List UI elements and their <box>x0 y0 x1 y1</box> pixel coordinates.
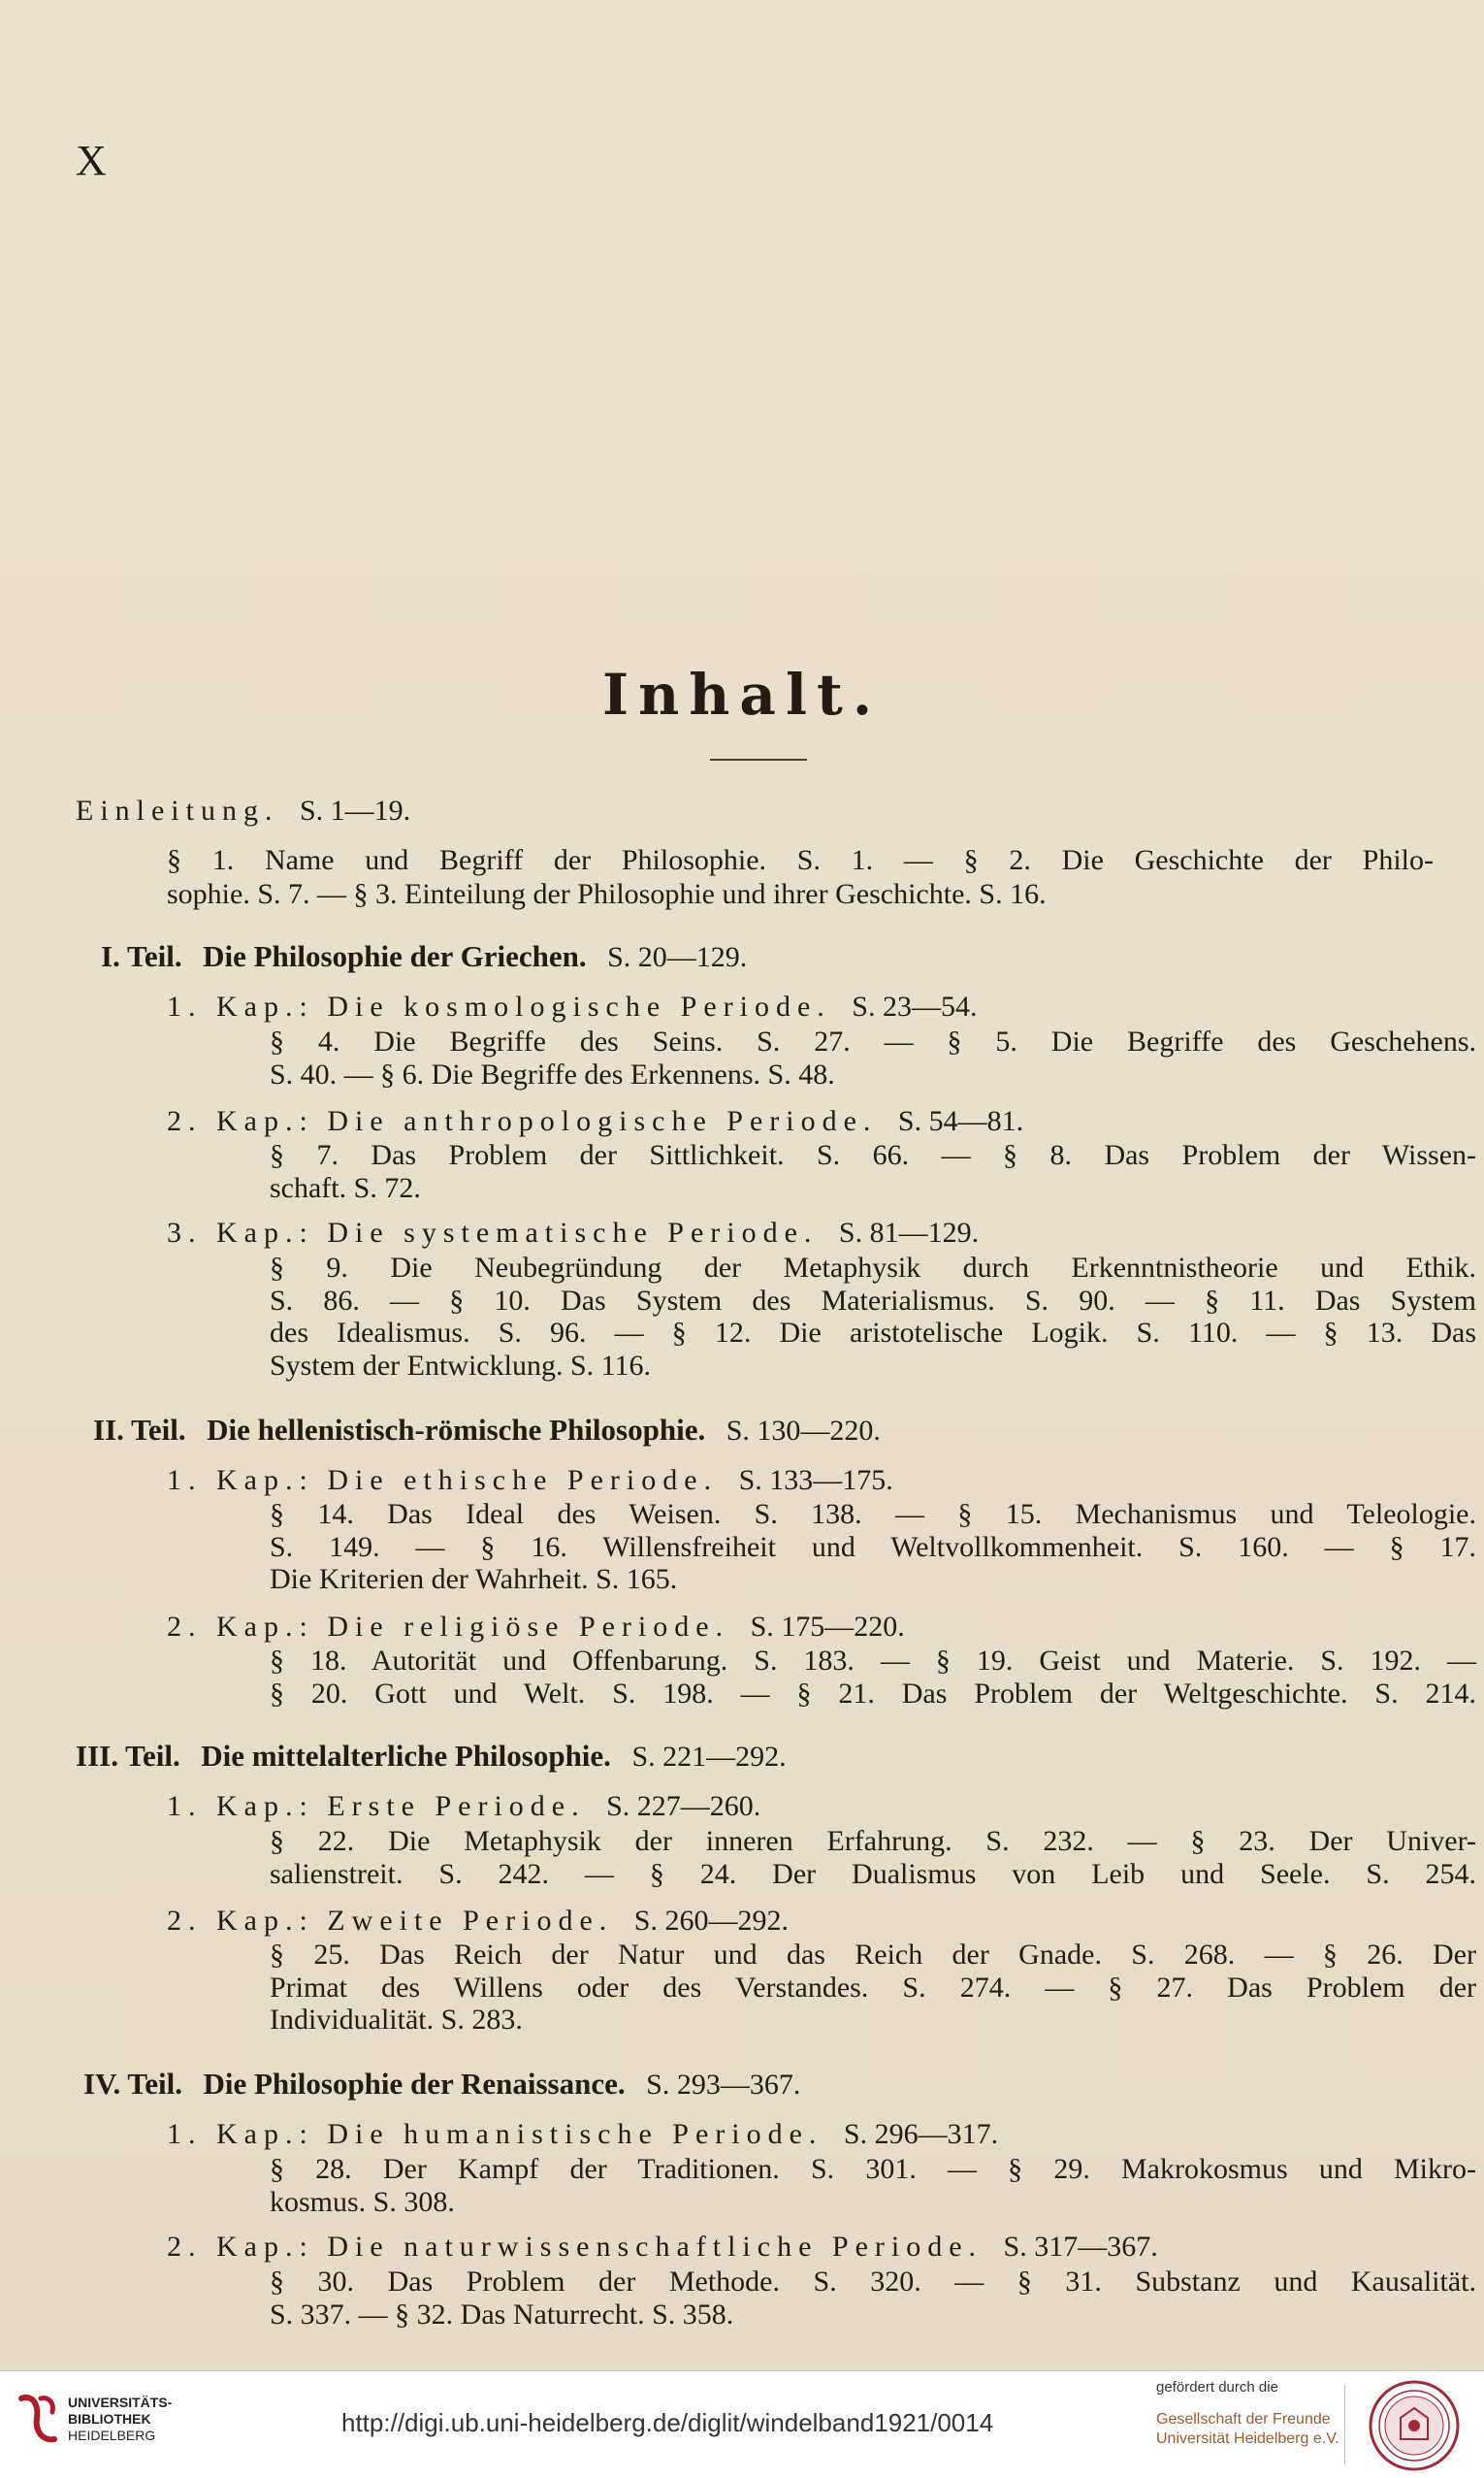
chapter-text-line: kosmus. S. 308. <box>270 2186 455 2218</box>
chapter-text-line: § 4. Die Begriffe des Seins. S. 27. — § 5. Die Begriffe des Geschehens. <box>270 1026 1476 1058</box>
chapter-text-line: § 14. Das Ideal des Weisen. S. 138. — § 15. Mechanismus und Teleologie. <box>270 1498 1476 1530</box>
permalink-url[interactable]: http://digi.ub.uni-heidelberg.de/diglit/windelband1921/0014 <box>341 2408 994 2437</box>
chapter-text-line: § 25. Das Reich der Natur und das Reich der Gnade. S. 268. — § 26. Der <box>270 1939 1476 1971</box>
intro-heading-line <box>76 794 410 829</box>
chapter-heading: 2. Kap.: Die religiöse Periode. S. 175—220. <box>167 1611 905 1643</box>
page-number: X <box>76 137 107 184</box>
chapter-text-line: Primat des Willens oder des Verstandes. S. 274. — § 27. Das Problem der <box>270 1972 1476 2004</box>
chapter-text-line: § 28. Der Kampf der Traditionen. S. 301. — § 29. Makrokosmus und Mikro- <box>270 2153 1476 2185</box>
chapter-text-line: § 9. Die Neubegründung der Metaphysik durch Erkenntnistheorie und Ethik. <box>270 1252 1476 1284</box>
chapter-text-line: S. 337. — § 32. Das Naturrecht. S. 358. <box>270 2299 734 2331</box>
part-heading: I. Teil. Die Philosophie der Griechen. S. 20—129. <box>101 939 748 973</box>
chapter-text-line: Die Kriterien der Wahrheit. S. 165. <box>270 1563 678 1595</box>
chapter-text-line: Individualität. S. 283. <box>270 2004 523 2036</box>
chapter-heading: 1. Kap.: Die humanistische Periode. S. 296—317. <box>167 2118 999 2150</box>
chapter-heading: 1. Kap.: Die kosmologische Periode. S. 23—54. <box>167 991 978 1023</box>
page-title: Inhalt. <box>601 662 883 728</box>
university-seal-icon <box>1368 2379 1461 2472</box>
part-heading: II. Teil. Die hellenistisch-römische Philosophie. S. 130—220. <box>93 1413 881 1447</box>
viewer-footer <box>0 2370 1484 2478</box>
chapter-text-line: System der Entwicklung. S. 116. <box>270 1350 652 1382</box>
library-name: UNIVERSITÄTS- BIBLIOTHEK HEIDELBERG <box>68 2395 173 2443</box>
chapter-text-line: S. 149. — § 16. Willensfreiheit und Weltvollkommenheit. S. 160. — § 17. <box>270 1531 1476 1563</box>
chapter-text-line: § 7. Das Problem der Sittlichkeit. S. 66. — § 8. Das Problem der Wissen- <box>270 1139 1476 1171</box>
chapter-heading: 1. Kap.: Die ethische Periode. S. 133—175. <box>167 1464 893 1496</box>
chapter-text-line: § 30. Das Problem der Methode. S. 320. — § 31. Substanz und Kausalität. <box>270 2266 1476 2298</box>
funded-by-label: gefördert durch die <box>1156 2379 1278 2396</box>
part-heading: III. Teil. Die mittelalterliche Philosophie. S. 221—292. <box>76 1739 787 1773</box>
chapter-text-line: S. 86. — § 10. Das System des Materialismus. S. 90. — § 11. Das System <box>270 1285 1476 1317</box>
footer-divider <box>1344 2385 1345 2464</box>
society-name: Gesellschaft der Freunde Universität Heidelberg e.V. <box>1156 2411 1339 2447</box>
intro-text-line: sophie. S. 7. — § 3. Einteilung der Philosophie und ihrer Geschichte. S. 16. <box>167 878 1047 910</box>
intro-pages: S. 1—19. <box>299 795 411 827</box>
chapter-text-line: salienstreit. S. 242. — § 24. Der Dualismus von Leib und Seele. S. 254. <box>270 1858 1476 1890</box>
chapter-text-line: schaft. S. 72. <box>270 1172 421 1204</box>
chapter-text-line: S. 40. — § 6. Die Begriffe des Erkennens. S. 48. <box>270 1059 835 1091</box>
chapter-text-line: § 22. Die Metaphysik der inneren Erfahrung. S. 232. — § 23. Der Univer- <box>270 1825 1476 1857</box>
chapter-heading: 2. Kap.: Zweite Periode. S. 260—292. <box>167 1905 789 1937</box>
library-logo-icon <box>17 2393 58 2445</box>
part-heading: IV. Teil. Die Philosophie der Renaissance. S. 293—367. <box>83 2067 801 2101</box>
chapter-text-line: § 18. Autorität und Offenbarung. S. 183. — § 19. Geist und Materie. S. 192. — <box>270 1645 1476 1677</box>
chapter-text-line: des Idealismus. S. 96. — § 12. Die aristotelische Logik. S. 110. — § 13. Das <box>270 1317 1476 1349</box>
chapter-heading: 3. Kap.: Die systematische Periode. S. 81—129. <box>167 1217 980 1249</box>
intro-heading: Einleitung. <box>76 795 279 827</box>
intro-text-line: § 1. Name und Begriff der Philosophie. S. 1. — § 2. Die Geschichte der Philo- <box>167 844 1434 876</box>
chapter-heading: 2. Kap.: Die naturwissenschaftliche Periode. S. 317—367. <box>167 2231 1158 2263</box>
title-rule <box>710 759 807 761</box>
chapter-heading: 1. Kap.: Erste Periode. S. 227—260. <box>167 1790 761 1822</box>
chapter-heading: 2. Kap.: Die anthropologische Periode. S. 54—81. <box>167 1105 1024 1137</box>
chapter-text-line: § 20. Gott und Welt. S. 198. — § 21. Das Problem der Weltgeschichte. S. 214. <box>270 1678 1476 1710</box>
